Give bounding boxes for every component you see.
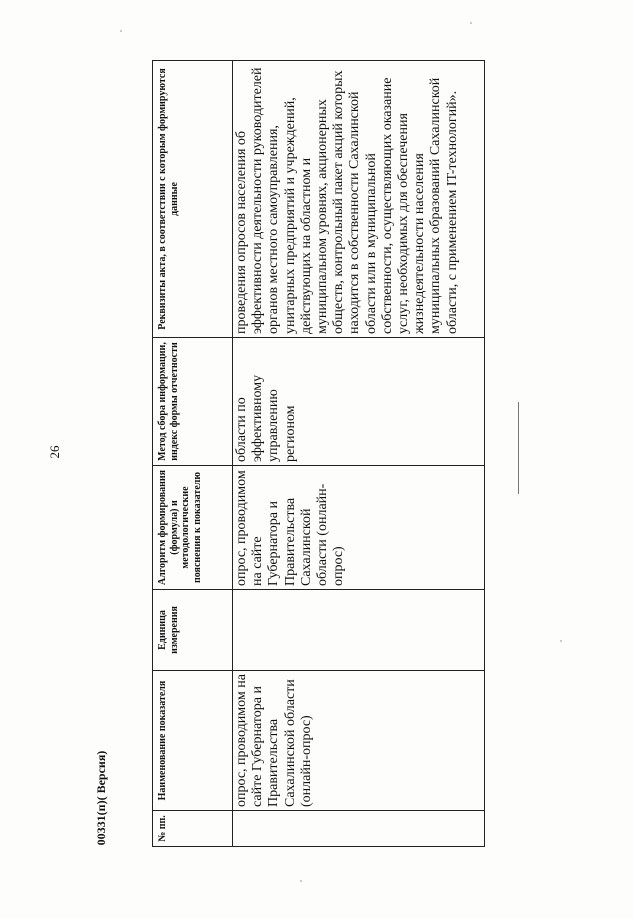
scan-speck bbox=[120, 30, 122, 32]
table-row bbox=[233, 61, 485, 847]
header-indicator-name: Наименование показателя bbox=[153, 671, 233, 811]
header-act-details: Реквизиты акта, в соответствии с которым формируются данные bbox=[153, 61, 233, 338]
cell-num bbox=[233, 811, 485, 847]
scan-speck bbox=[560, 640, 562, 642]
header-unit: Единица измерения bbox=[153, 590, 233, 671]
indicator-table bbox=[152, 60, 485, 847]
scan-speck bbox=[470, 22, 472, 24]
cell-unit bbox=[233, 590, 485, 671]
table-header-row bbox=[153, 61, 233, 847]
cell-indicator-name: опрос, проводимом на сайте Губернатора и Правительства Сахалинской области (онлайн-опрос) bbox=[233, 671, 485, 811]
page-number: 26 bbox=[47, 445, 62, 459]
header-num: № пп. bbox=[153, 811, 233, 847]
document-footer-code: 00331(п)( Версия) bbox=[94, 750, 108, 846]
header-collection-method: Метод сбора информации, индекс формы отчетности bbox=[153, 338, 233, 466]
cell-algorithm: опрос, проводимом на сайте Губернатора и Правительства Сахалинской области (онлайн-опрос) bbox=[233, 466, 485, 590]
indicator-table-container bbox=[152, 60, 485, 847]
cell-collection-method: области по эффективному управлению регионом bbox=[233, 338, 485, 466]
header-algorithm: Алгоритм формирования (формула) и методологические пояснения к показателю bbox=[153, 466, 233, 590]
signature-line bbox=[518, 402, 519, 494]
scan-speck bbox=[300, 880, 302, 882]
cell-act-details: проведения опросов населения об эффективности деятельности руководителей органов местного самоуправления, унитарных предприятий и учреждений, действующих на областном и муниципальном уровнях, акционерных обществ, контрольный пакет акций которых находится в собственности Сахалинской области или в муниципальной собственности, осуществляющих оказание услуг, необходимых для обеспечения жизнедеятельности населения муниципальных образований Сахалинской области, с применением IT-технологий». bbox=[233, 61, 485, 338]
